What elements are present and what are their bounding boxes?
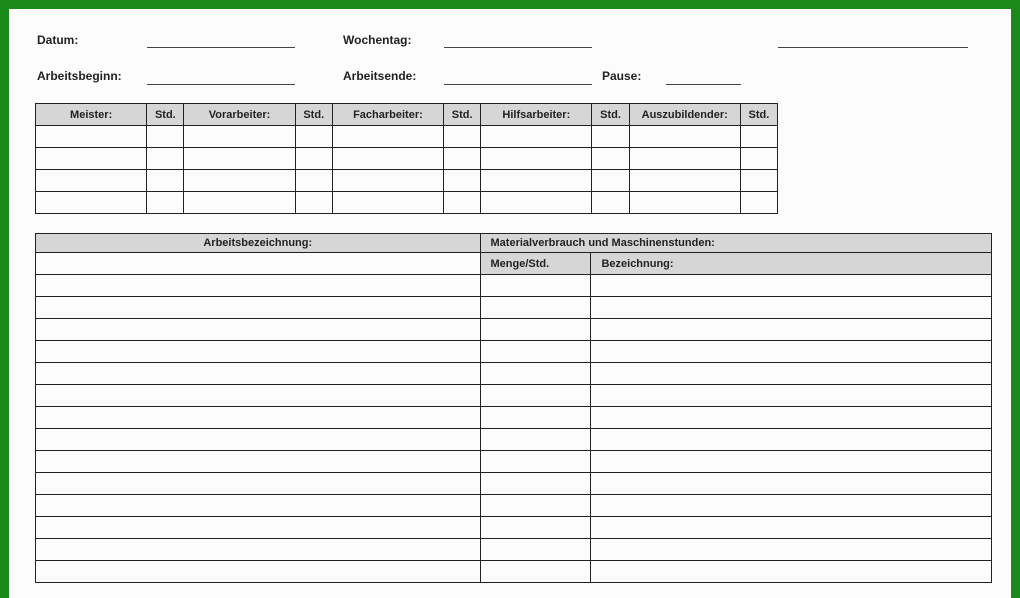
work-row: [36, 275, 992, 297]
crew-row: [36, 192, 778, 214]
work-row: [36, 297, 992, 319]
work-cell[interactable]: [36, 297, 481, 319]
work-cell[interactable]: [480, 451, 591, 473]
bezeichnung-header: Bezeichnung:: [591, 253, 992, 275]
col-std: Std.: [444, 104, 481, 126]
crew-cell[interactable]: [444, 126, 481, 148]
work-cell[interactable]: [591, 363, 992, 385]
work-cell[interactable]: [480, 495, 591, 517]
work-cell[interactable]: [36, 341, 481, 363]
crew-cell[interactable]: [36, 126, 147, 148]
crew-cell[interactable]: [444, 192, 481, 214]
work-cell[interactable]: [480, 275, 591, 297]
work-cell[interactable]: [36, 429, 481, 451]
work-cell[interactable]: [591, 429, 992, 451]
wochentag-field[interactable]: [444, 47, 592, 48]
arbeitsende-field[interactable]: [444, 84, 592, 85]
work-cell[interactable]: [591, 385, 992, 407]
crew-cell[interactable]: [184, 126, 295, 148]
work-cell[interactable]: [480, 561, 591, 583]
col-meister: Meister:: [36, 104, 147, 126]
crew-cell[interactable]: [481, 170, 592, 192]
work-row: [36, 407, 992, 429]
crew-cell[interactable]: [592, 126, 629, 148]
crew-row: [36, 126, 778, 148]
work-row: [36, 319, 992, 341]
work-cell[interactable]: [591, 407, 992, 429]
work-cell[interactable]: [480, 407, 591, 429]
crew-cell[interactable]: [184, 148, 295, 170]
crew-cell[interactable]: [36, 192, 147, 214]
work-cell[interactable]: [480, 319, 591, 341]
work-cell[interactable]: [36, 363, 481, 385]
work-cell[interactable]: [36, 561, 481, 583]
work-cell[interactable]: [36, 275, 481, 297]
crew-cell[interactable]: [36, 170, 147, 192]
work-cell[interactable]: [36, 253, 481, 275]
crew-cell[interactable]: [332, 170, 443, 192]
col-vorarbeiter: Vorarbeiter:: [184, 104, 295, 126]
crew-cell[interactable]: [184, 170, 295, 192]
material-header: Materialverbrauch und Maschinenstunden:: [480, 234, 991, 253]
crew-cell[interactable]: [147, 148, 184, 170]
work-cell[interactable]: [591, 517, 992, 539]
crew-cell[interactable]: [481, 192, 592, 214]
crew-cell[interactable]: [295, 170, 332, 192]
col-auszubildender: Auszubildender:: [629, 104, 740, 126]
work-table: [35, 233, 992, 583]
col-std: Std.: [592, 104, 629, 126]
work-cell[interactable]: [591, 297, 992, 319]
work-subheader-row: [36, 253, 992, 275]
crew-cell[interactable]: [481, 126, 592, 148]
crew-cell[interactable]: [740, 148, 777, 170]
work-header-row: [36, 234, 992, 253]
datum-field[interactable]: [147, 47, 295, 48]
crew-cell[interactable]: [629, 192, 740, 214]
crew-cell[interactable]: [740, 170, 777, 192]
col-std: Std.: [295, 104, 332, 126]
work-cell[interactable]: [591, 539, 992, 561]
arbeitsbezeichnung-header: Arbeitsbezeichnung:: [36, 234, 481, 253]
datum-label: Datum:: [37, 33, 79, 47]
work-row: [36, 495, 992, 517]
crew-cell[interactable]: [295, 148, 332, 170]
crew-cell[interactable]: [740, 192, 777, 214]
pause-label: Pause:: [602, 69, 642, 83]
work-cell[interactable]: [480, 539, 591, 561]
work-cell[interactable]: [591, 473, 992, 495]
work-cell[interactable]: [480, 341, 591, 363]
crew-cell[interactable]: [592, 148, 629, 170]
col-facharbeiter: Facharbeiter:: [332, 104, 443, 126]
work-cell[interactable]: [480, 473, 591, 495]
work-row: [36, 561, 992, 583]
work-row: [36, 429, 992, 451]
work-cell[interactable]: [36, 539, 481, 561]
crew-body: [36, 126, 778, 214]
crew-cell[interactable]: [184, 192, 295, 214]
crew-cell[interactable]: [444, 170, 481, 192]
work-row: [36, 451, 992, 473]
work-cell[interactable]: [480, 429, 591, 451]
crew-cell[interactable]: [332, 192, 443, 214]
work-cell[interactable]: [591, 451, 992, 473]
crew-cell[interactable]: [592, 192, 629, 214]
crew-cell[interactable]: [147, 192, 184, 214]
crew-cell[interactable]: [295, 192, 332, 214]
work-cell[interactable]: [480, 517, 591, 539]
wochentag-label: Wochentag:: [343, 33, 412, 47]
work-cell[interactable]: [36, 319, 481, 341]
crew-cell[interactable]: [147, 170, 184, 192]
arbeitsende-label: Arbeitsende:: [343, 69, 417, 83]
menge-std-header: Menge/Std.: [480, 253, 591, 275]
crew-cell[interactable]: [332, 126, 443, 148]
col-hilfsarbeiter: Hilfsarbeiter:: [481, 104, 592, 126]
work-cell[interactable]: [36, 407, 481, 429]
work-cell[interactable]: [36, 473, 481, 495]
work-row: [36, 385, 992, 407]
work-cell[interactable]: [480, 385, 591, 407]
work-cell[interactable]: [591, 495, 992, 517]
crew-table: [35, 103, 778, 214]
crew-cell[interactable]: [592, 170, 629, 192]
work-row: [36, 341, 992, 363]
work-cell[interactable]: [480, 297, 591, 319]
crew-cell[interactable]: [444, 148, 481, 170]
crew-cell[interactable]: [629, 126, 740, 148]
crew-row: [36, 170, 778, 192]
form-sheet: [9, 9, 1011, 598]
crew-header-row: [36, 104, 778, 126]
crew-cell[interactable]: [147, 126, 184, 148]
work-cell[interactable]: [36, 451, 481, 473]
extra-field[interactable]: [778, 47, 968, 48]
crew-cell[interactable]: [295, 126, 332, 148]
work-cell[interactable]: [591, 319, 992, 341]
arbeitsbeginn-field[interactable]: [147, 84, 295, 85]
work-row: [36, 363, 992, 385]
crew-cell[interactable]: [629, 148, 740, 170]
crew-cell[interactable]: [36, 148, 147, 170]
work-body: [36, 275, 992, 583]
work-cell[interactable]: [591, 341, 992, 363]
crew-cell[interactable]: [332, 148, 443, 170]
work-row: [36, 517, 992, 539]
work-cell[interactable]: [591, 561, 992, 583]
col-std: Std.: [147, 104, 184, 126]
arbeitsbeginn-label: Arbeitsbeginn:: [37, 69, 122, 83]
work-row: [36, 539, 992, 561]
work-cell[interactable]: [36, 495, 481, 517]
pause-field[interactable]: [666, 84, 741, 85]
work-cell[interactable]: [591, 275, 992, 297]
work-row: [36, 473, 992, 495]
work-cell[interactable]: [36, 517, 481, 539]
work-cell[interactable]: [480, 363, 591, 385]
crew-cell[interactable]: [481, 148, 592, 170]
col-std: Std.: [740, 104, 777, 126]
work-cell[interactable]: [36, 385, 481, 407]
crew-cell[interactable]: [740, 126, 777, 148]
crew-cell[interactable]: [629, 170, 740, 192]
crew-row: [36, 148, 778, 170]
